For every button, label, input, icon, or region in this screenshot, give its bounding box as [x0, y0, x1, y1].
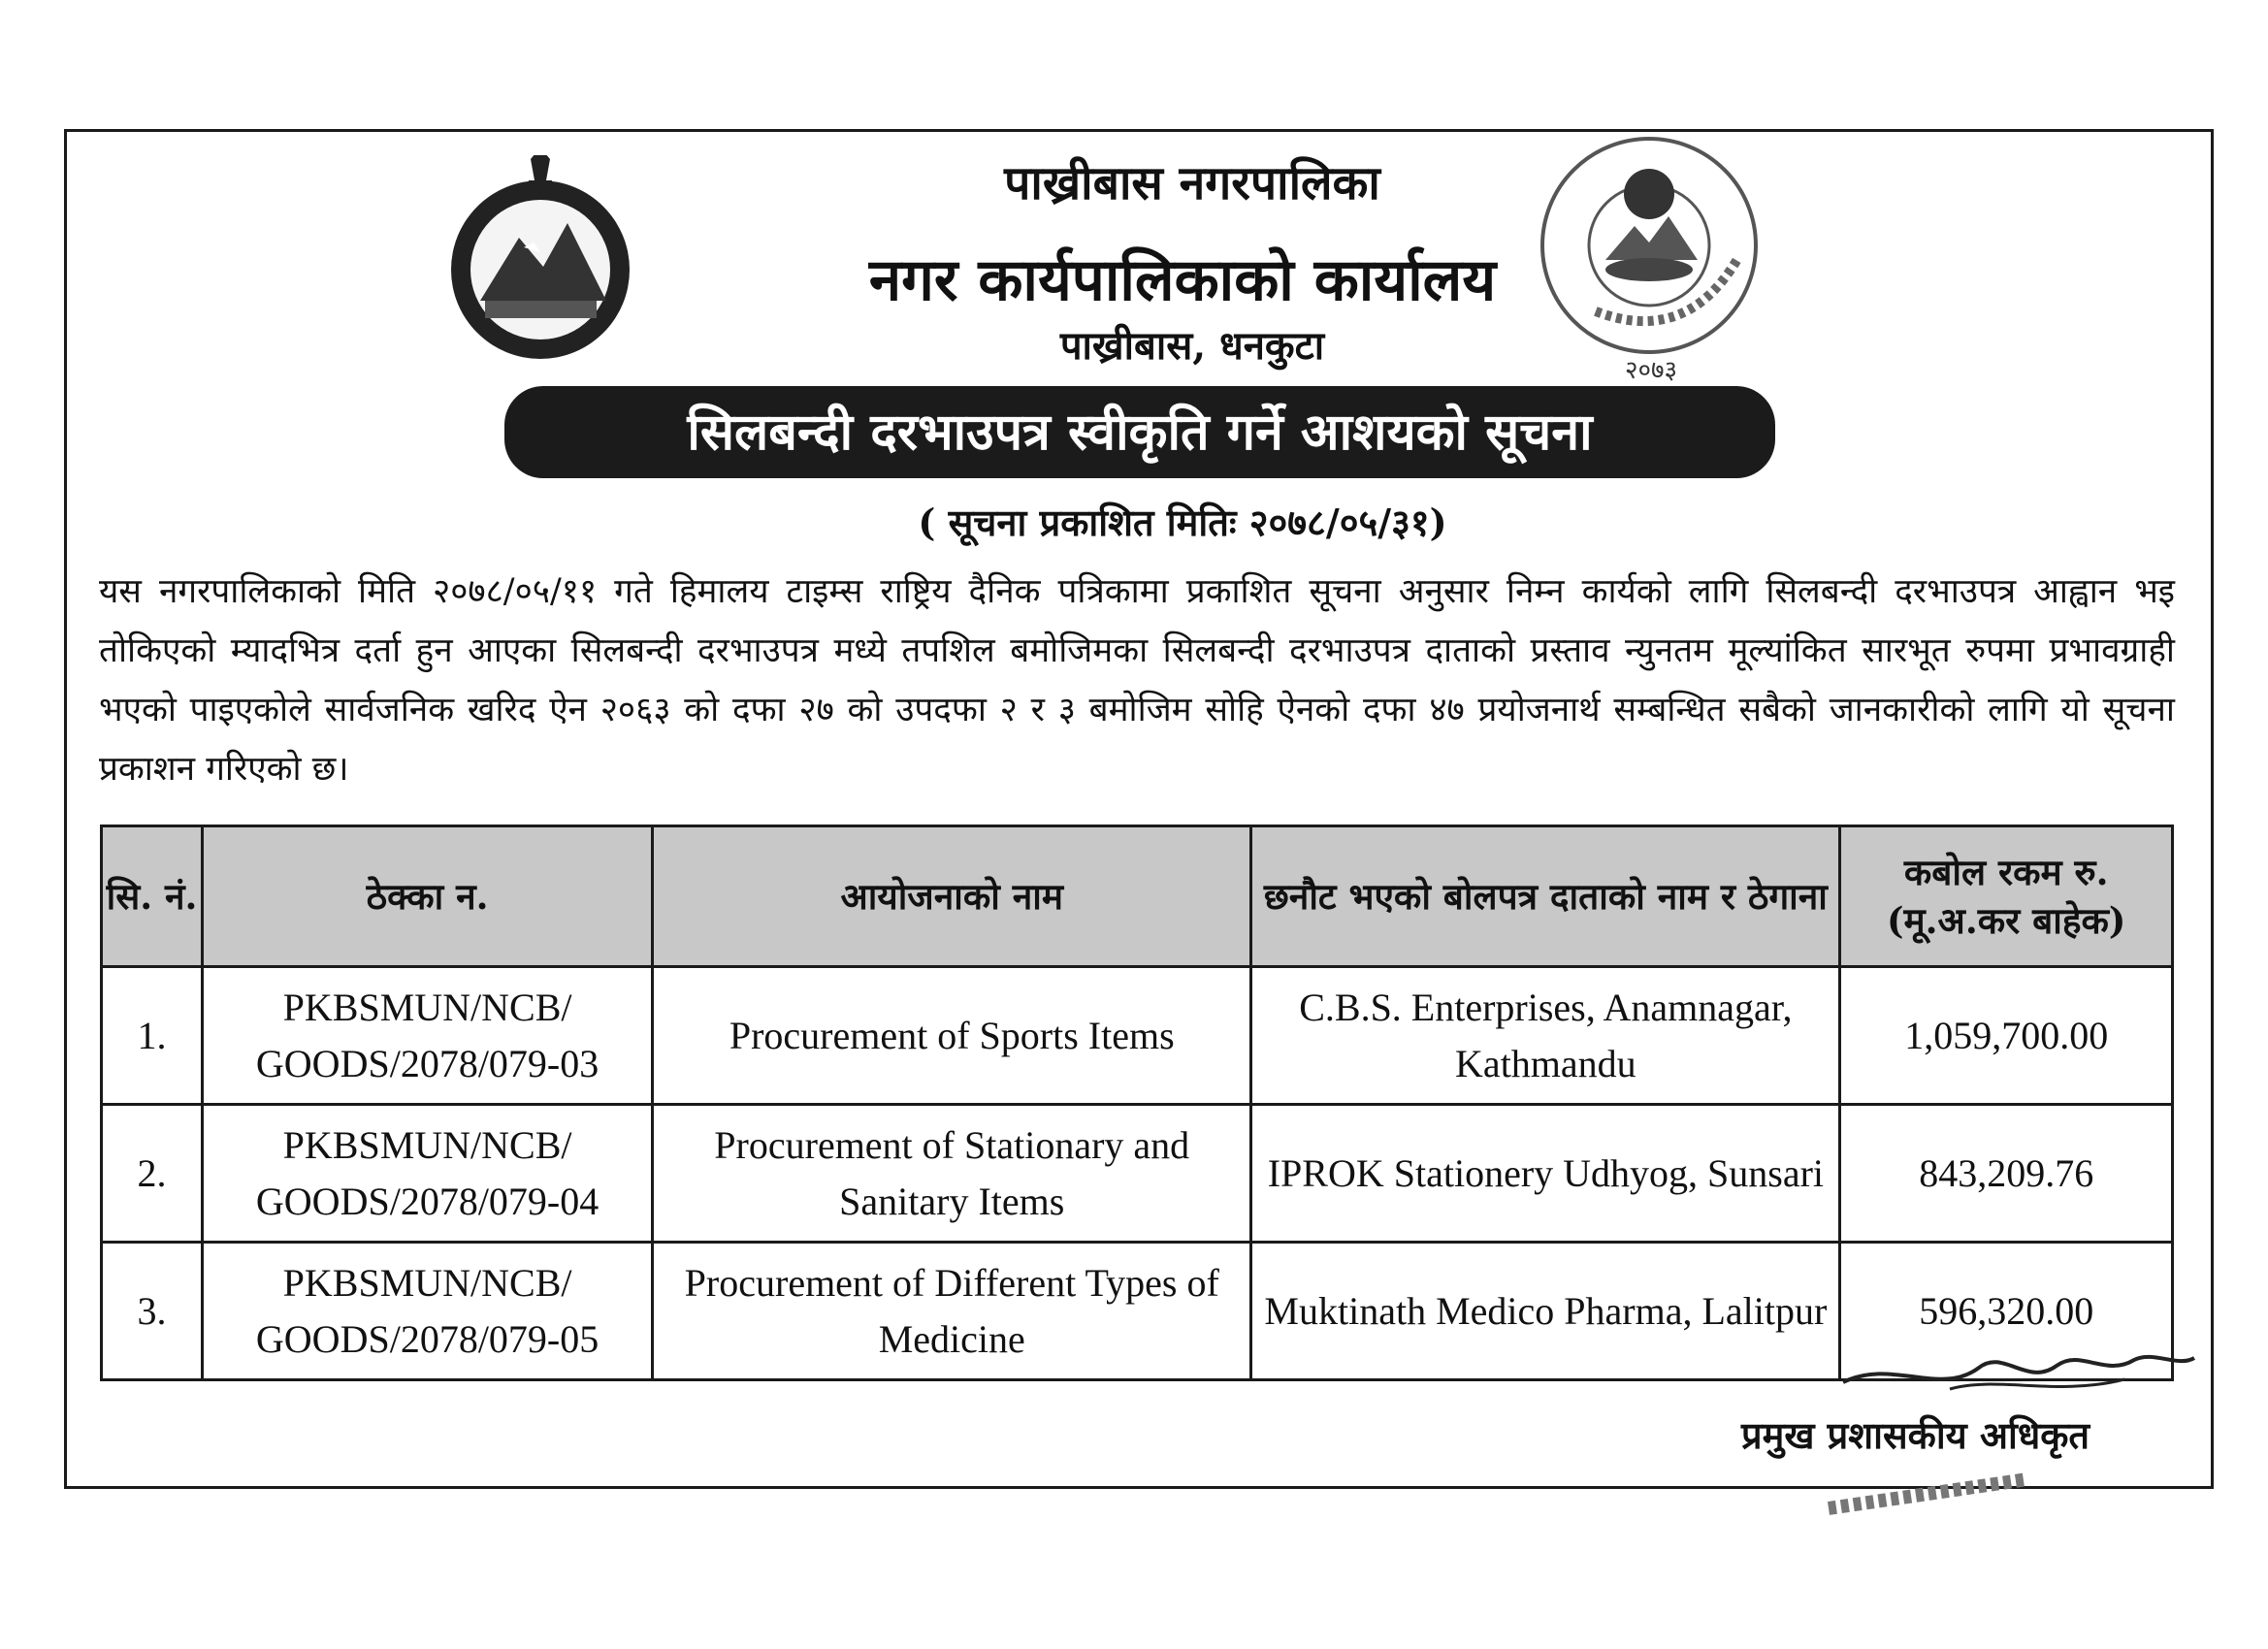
- table-row: [102, 1105, 2173, 1243]
- amount-cell: 843,209.76: [1840, 1105, 2173, 1243]
- signature-stamp: [1824, 1460, 2037, 1518]
- serial-cell: 1.: [102, 967, 203, 1105]
- office-name: नगर कार्यपालिकाको कार्यालय: [868, 246, 1497, 314]
- col-contract-header: ठेक्का न.: [203, 826, 653, 967]
- amount-cell: 1,059,700.00: [1840, 967, 2173, 1105]
- award-table: [100, 824, 2174, 1381]
- notice-body: यस नगरपालिकाको मिति २०७८/०५/११ गते हिमालय टाइम्स राष्ट्रिय दैनिक पत्रिकामा प्रकाशित सूचना अनुसार निम्न कार्यको लागि सिलबन्दी दरभाउपत्र आह्वान भइ तोकिएको म्यादभित्र दर्ता हुन आएका सिलबन्दी दरभाउपत्र मध्ये तपशिल बमोजिमका सिलबन्दी दरभाउपत्र दाताको प्रस्ताव न्युनतम मूल्यांकित सारभूत रुपमा प्रभावग्राही भएको पाइएकोले सार्वजनिक खरिद ऐन २०६३ को दफा २७ को उपदफा २ र ३ बमोजिम सोहि ऐनको दफा ४७ प्रयोजनार्थ सम्बन्धित सबैको जानकारीको लागि यो सूचना प्रकाशन गरिएको छ।: [99, 572, 2175, 789]
- project-cell: Procurement of Sports Items: [653, 967, 1251, 1105]
- project-cell: Procurement of Stationary and Sanitary Items: [653, 1105, 1251, 1243]
- amount-cell: 596,320.00: [1840, 1243, 2173, 1380]
- handwritten-signature: [1833, 1329, 2202, 1406]
- col-serial-header: सि. नं.: [102, 826, 203, 967]
- bidder-cell: Muktinath Medico Pharma, Lalitpur: [1251, 1243, 1840, 1380]
- bidder-cell: IPROK Stationery Udhyog, Sunsari: [1251, 1105, 1840, 1243]
- table-header-row: [102, 826, 2173, 967]
- col-bidder-header: छनौट भएको बोलपत्र दाताको नाम र ठेगाना: [1251, 826, 1840, 967]
- bidder-cell: C.B.S. Enterprises, Anamnagar, Kathmandu: [1251, 967, 1840, 1105]
- col-project-header: आयोजनाको नाम: [653, 826, 1251, 967]
- notice-title: सिलबन्दी दरभाउपत्र स्वीकृति गर्ने आशयको सूचना: [504, 386, 1775, 478]
- office-seal-icon: [1518, 124, 1780, 386]
- serial-cell: 3.: [102, 1243, 203, 1380]
- project-cell: Procurement of Different Types of Medicine: [653, 1243, 1251, 1380]
- office-address: पाख्रीबास, धनकुटा: [1059, 323, 1325, 369]
- contract-cell: PKBSMUN/NCB/ GOODS/2078/079-05: [203, 1243, 653, 1380]
- published-date: ( सूचना प्रकाशित मितिः २०७८/०५/३१): [918, 501, 1447, 544]
- table-row: [102, 967, 2173, 1105]
- municipality-name: पाख्रीबास नगरपालिका: [1004, 156, 1380, 210]
- col-amount-header: कबोल रकम रु. (मू.अ.कर बाहेक): [1840, 826, 2173, 967]
- contract-cell: PKBSMUN/NCB/ GOODS/2078/079-03: [203, 967, 653, 1105]
- contract-cell: PKBSMUN/NCB/ GOODS/2078/079-04: [203, 1105, 653, 1243]
- serial-cell: 2.: [102, 1105, 203, 1243]
- seal-year: २०७३: [1625, 356, 1678, 385]
- signatory-title: प्रमुख प्रशासकीय अधिकृत: [1741, 1413, 2090, 1457]
